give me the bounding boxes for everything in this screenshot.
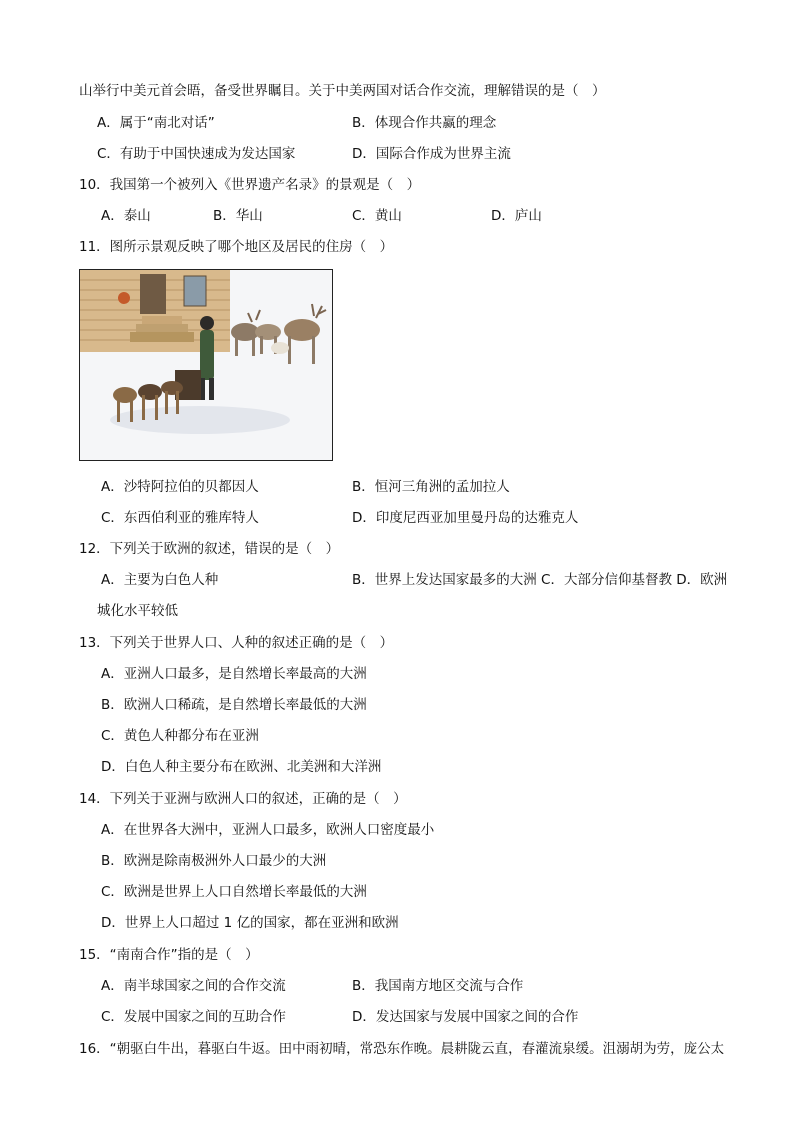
q12-option-a[interactable]: A．主要为白色人种	[101, 572, 219, 588]
q13-option-c[interactable]: C．黄色人种都分布在亚洲	[101, 728, 259, 744]
q10-option-a[interactable]: A．泰山	[101, 208, 151, 224]
q9-option-d[interactable]: D．国际合作成为世界主流	[352, 146, 511, 162]
q15-option-b[interactable]: B．我国南方地区交流与合作	[352, 978, 524, 994]
q14-option-b[interactable]: B．欧洲是除南极洲外人口最少的大洲	[101, 853, 327, 869]
q15-option-c[interactable]: C．发展中国家之间的互助合作	[101, 1009, 286, 1025]
q13-stem: 13．下列关于世界人口、人种的叙述正确的是（ ）	[79, 635, 394, 651]
q10-option-d[interactable]: D．庐山	[491, 208, 542, 224]
q13-option-b[interactable]: B．欧洲人口稀疏，是自然增长率最低的大洲	[101, 697, 367, 713]
q9-option-c[interactable]: C．有助于中国快速成为发达国家	[97, 146, 296, 162]
q14-option-d[interactable]: D．世界上人口超过 1 亿的国家，都在亚洲和欧洲	[101, 915, 399, 931]
q14-stem: 14．下列关于亚洲与欧洲人口的叙述，正确的是（ ）	[79, 791, 407, 807]
q16-stem: 16．“朝驱白牛出，暮驱白牛返。田中雨初晴，常恐东作晚。晨耕陇云直，春灌流泉缓。沮溺胡为劳，庞公太	[79, 1041, 725, 1057]
q10-stem: 10．我国第一个被列入《世界遗产名录》的景观是（ ）	[79, 177, 421, 193]
reindeer-sled-photo	[79, 269, 333, 461]
q14-option-a[interactable]: A．在世界各大洲中，亚洲人口最多，欧洲人口密度最小	[101, 822, 435, 838]
q13-option-d[interactable]: D．白色人种主要分布在欧洲、北美洲和大洋洲	[101, 759, 382, 775]
q15-option-a[interactable]: A．南半球国家之间的合作交流	[101, 978, 286, 994]
reindeer-sled-icon	[80, 270, 332, 460]
q15-stem: 15．“南南合作”指的是（ ）	[79, 947, 259, 963]
q15-option-d[interactable]: D．发达国家与发展中国家之间的合作	[352, 1009, 579, 1025]
q9-option-a[interactable]: A．属于“南北对话”	[97, 115, 215, 131]
q11-stem: 11．图所示景观反映了哪个地区及居民的住房（ ）	[79, 239, 394, 255]
q9-stem: 山举行中美元首会晤，备受世界瞩目。关于中美两国对话合作交流，理解错误的是（ ）	[79, 83, 606, 99]
q12-option-d-continuation: 城化水平较低	[97, 603, 178, 619]
q12-options-bcd[interactable]: B．世界上发达国家最多的大洲 C．大部分信仰基督教 D．欧洲	[352, 572, 728, 588]
q11-option-d[interactable]: D．印度尼西亚加里曼丹岛的达雅克人	[352, 510, 579, 526]
q11-option-a[interactable]: A．沙特阿拉伯的贝都因人	[101, 479, 259, 495]
q11-option-b[interactable]: B．恒河三角洲的孟加拉人	[352, 479, 510, 495]
q10-option-b[interactable]: B．华山	[213, 208, 263, 224]
q11-option-c[interactable]: C．东西伯利亚的雅库特人	[101, 510, 259, 526]
q9-option-b[interactable]: B．体现合作共赢的理念	[352, 115, 497, 131]
q10-option-c[interactable]: C．黄山	[352, 208, 402, 224]
q12-stem: 12．下列关于欧洲的叙述，错误的是（ ）	[79, 541, 340, 557]
q14-option-c[interactable]: C．欧洲是世界上人口自然增长率最低的大洲	[101, 884, 367, 900]
q13-option-a[interactable]: A．亚洲人口最多，是自然增长率最高的大洲	[101, 666, 367, 682]
